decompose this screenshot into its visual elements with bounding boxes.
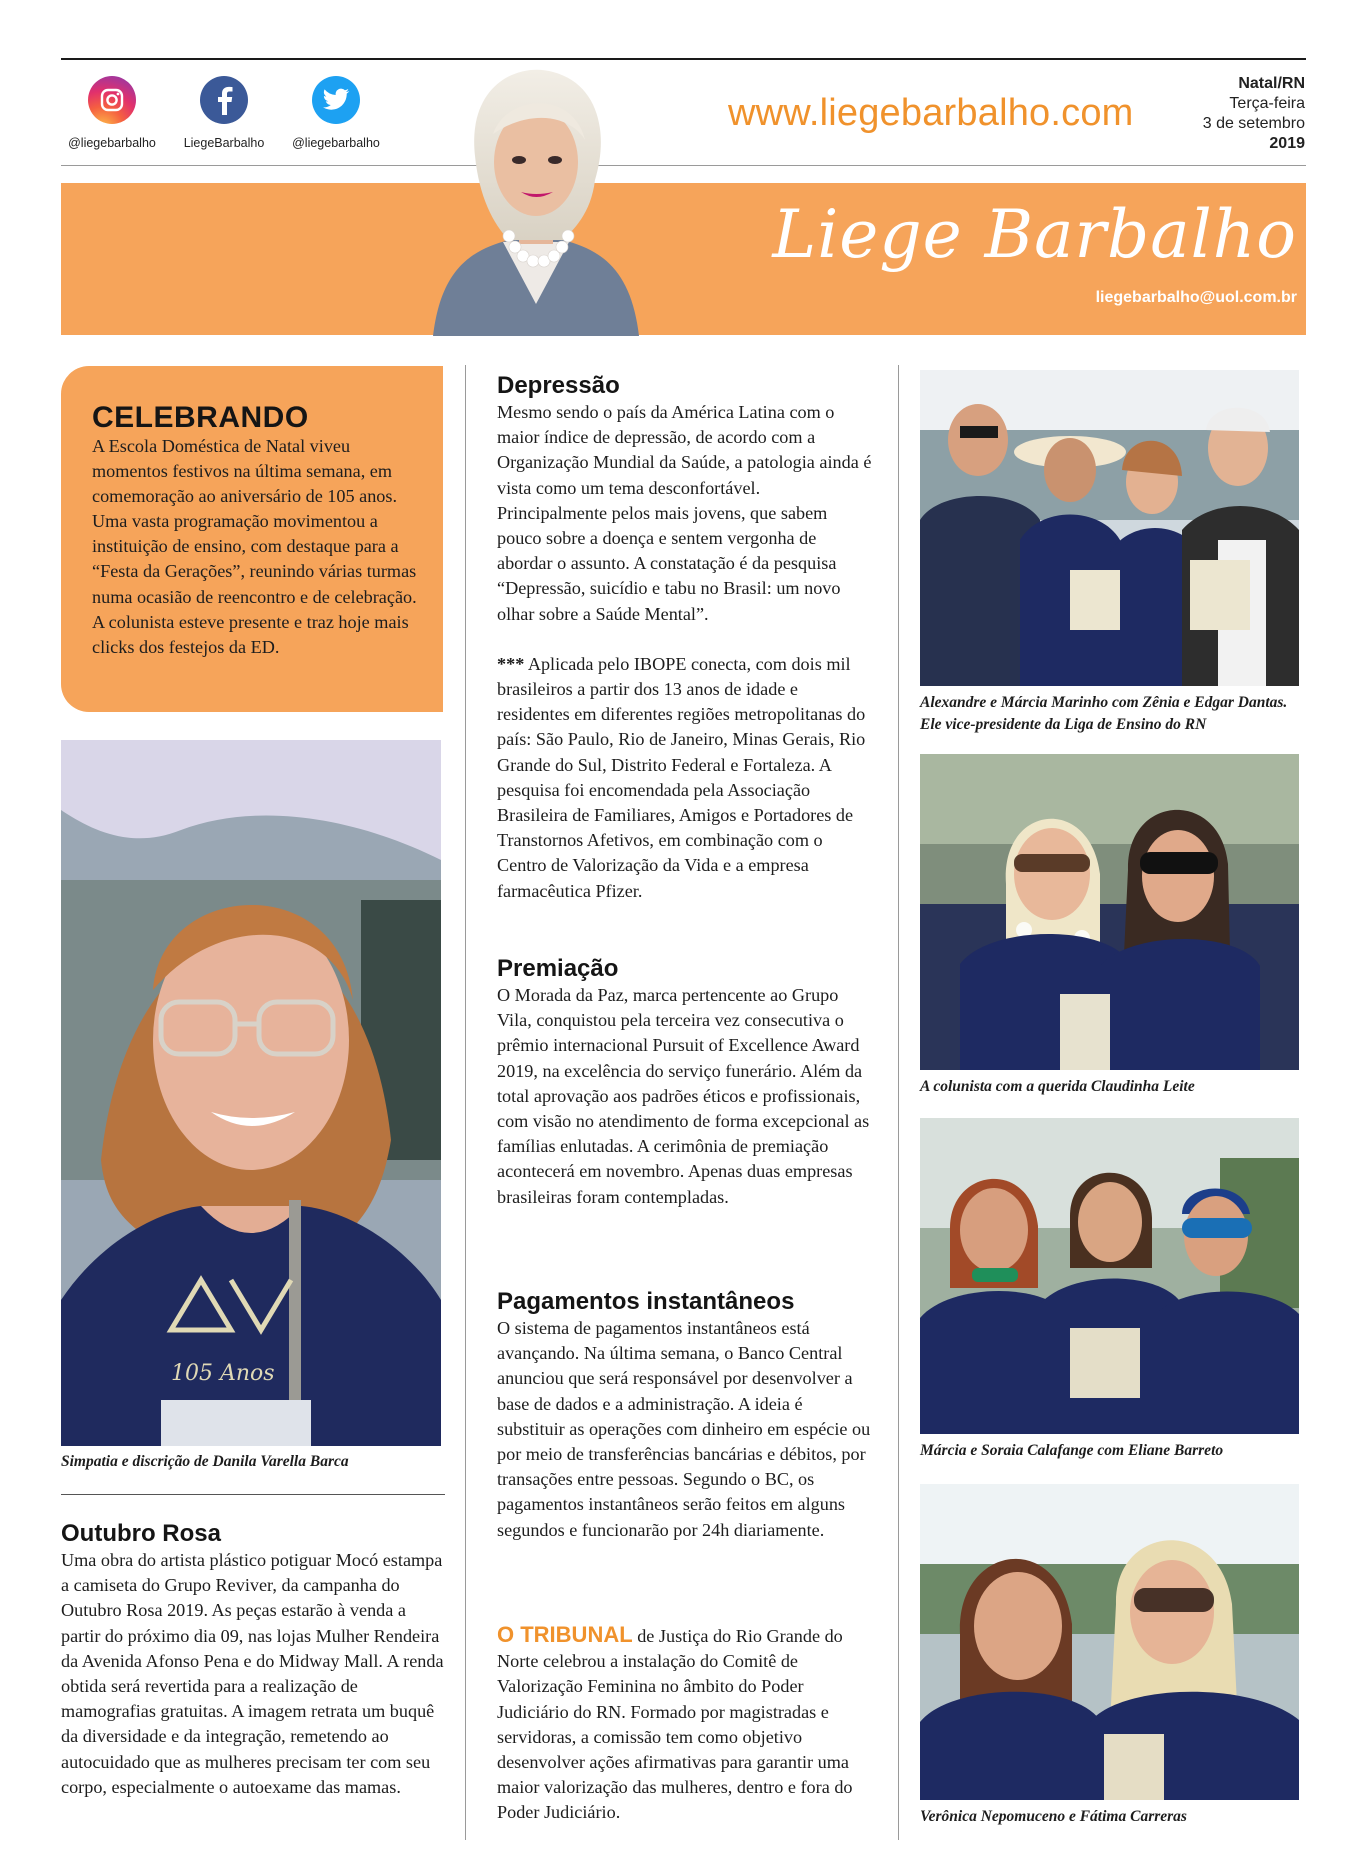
- premiacao-title: Premiação: [497, 955, 619, 982]
- outubro-rosa-text: Uma obra do artista plástico potiguar Mocó estampa a camiseta do Grupo Reviver, da campanha do Outubro Rosa 2019. As peças estarão à venda a partir do próximo dia 09, nas lojas Mulher Rendeira da Avenida Afonso Pena e do Midway Mall. A renda obtida será revertida para a realização de mamografias gratuitas. A imagem retrata um buquê da diversidade e da integração, remetendo ao autocuidado que as mulheres precisam ter com seu corpo, especialmente o autoexame das mamas.: [61, 1550, 444, 1797]
- celebrando-box: [61, 366, 443, 712]
- celebrando-text: A Escola Doméstica de Natal viveu momentos festivos na última semana, em comemoração ao aniversário de 105 anos. Uma vasta programação movimentou a instituição de ensino, com destaque para a “Festa da Gerações”, reunindo várias turmas numa ocasião de reencontro e de celebração. A colunista esteve presente e traz hoje mais clicks dos festejos da ED.: [92, 436, 417, 657]
- photo-right-1: [920, 370, 1299, 686]
- photo-main-caption: Simpatia e discrição de Danila Varella Barca: [61, 1453, 349, 1470]
- column-rule-1: [465, 365, 466, 1840]
- outubro-rosa-section: [61, 1520, 446, 1800]
- instagram-handle: @liegebarbalho: [68, 136, 156, 150]
- date: 3 de setembro: [1202, 115, 1305, 132]
- depressao-text-1: Mesmo sendo o país da América Latina com o maior índice de depressão, de acordo com a Organização Mundial da Saúde, a patologia ainda é vista como um tema desconfortável. Principalmente pelos mais jovens, que sabem pouco sobre a doença e sentem vergonha de abordar o assunto. A constatação é da pesquisa “Depressão, suicídio e tabu no Brasil: um novo olhar sobre a Saúde Mental”.: [497, 402, 872, 624]
- depressao-text-2-body: Aplicada pelo IBOPE conecta, com dois mil brasileiros a partir dos 13 anos de idade e residentes em diferentes regiões metropolitanas do país: São Paulo, Rio de Janeiro, Minas Gerais, Rio Grande do Sul, Distrito Federal e Fortaleza. A pesquisa foi encomendada pela Associação Brasileira de Familiares, Amigos e Portadores de Transtornos Afetivos, em combinação com o Centro de Valorização da Vida e a empresa farmacêutica Pfizer.: [497, 653, 866, 901]
- photo-right-4-caption: Verônica Nepomuceno e Fátima Carreras: [920, 1808, 1187, 1825]
- tribunal-text: [497, 1622, 872, 1826]
- column-rule-2: [898, 365, 899, 1840]
- facebook-icon: [200, 76, 248, 124]
- header-rule: [61, 165, 1306, 166]
- social-instagram[interactable]: [57, 76, 167, 150]
- tribunal-text-body: de Justiça do Rio Grande do Norte celebrou a instalação do Comitê de Valorização Feminina no âmbito do Poder Judiciário do RN. Formado por magistradas e servidoras, a comissão tem como objetivo desenvolver ações afirmativas para garantir uma maior valorização das mulheres, dentro e fora do Poder Judiciário.: [497, 1626, 853, 1823]
- pagamentos-text: O sistema de pagamentos instantâneos está avançando. Na última semana, o Banco Central anunciou que será responsável por desenvolver a base de dados e a administração. A ideia é substituir as operações com dinheiro em espécie ou por meio de transferências bancárias e débitos, por transações entre pessoas. Segundo o BC, os pagamentos instantâneos serão feitos em alguns segundos e funcionarão por 24h diariamente.: [497, 1318, 871, 1540]
- photo-right-3: [920, 1118, 1299, 1434]
- outubro-rosa-title: Outubro Rosa: [61, 1520, 221, 1547]
- twitter-icon: [312, 76, 360, 124]
- date-block: [1203, 74, 1305, 154]
- depressao-title: Depressão: [497, 372, 620, 399]
- social-twitter[interactable]: [281, 76, 391, 150]
- email-address[interactable]: liegebarbalho@uol.com.br: [1095, 289, 1297, 306]
- brand-title: Liege Barbalho: [772, 196, 1297, 273]
- top-rule: [61, 58, 1306, 60]
- photo-right-4: [920, 1484, 1299, 1800]
- shirt-text: 105 Anos: [171, 1361, 275, 1386]
- year: 2019: [1269, 135, 1305, 152]
- instagram-icon: [88, 76, 136, 124]
- social-facebook[interactable]: [169, 76, 279, 150]
- weekday: Terça-feira: [1229, 95, 1305, 112]
- photo-right-1-caption: Alexandre e Márcia Marinho com Zênia e Edgar Dantas. Ele vice-presidente da Liga de Ensino do RN: [920, 694, 1288, 733]
- photo-right-2-caption: A colunista com a querida Claudinha Leite: [920, 1078, 1195, 1095]
- depressao-stars: ***: [497, 653, 525, 674]
- premiacao-section: [497, 955, 872, 1210]
- column-1-rule: [61, 1494, 445, 1495]
- tribunal-keyword: O TRIBUNAL: [497, 1622, 633, 1647]
- celebrando-title: CELEBRANDO: [92, 401, 309, 434]
- premiacao-text: O Morada da Paz, marca pertencente ao Grupo Vila, conquistou pela terceira vez consecutiva o prêmio internacional Pursuit of Excellence Award 2019, na excelência do serviço funerário. Além da total aprovação aos padrões éticos e profissionais, com visão no atendimento de forma excepcional as famílias enlutadas. A cerimônia de premiação acontecerá em novembro. Apenas duas empresas brasileiras foram contempladas.: [497, 985, 870, 1207]
- columnist-portrait: [423, 64, 649, 336]
- pagamentos-title: Pagamentos instantâneos: [497, 1288, 795, 1315]
- facebook-handle: LiegeBarbalho: [183, 136, 265, 150]
- photo-main: [61, 740, 441, 1446]
- tribunal-section: [497, 1622, 872, 1826]
- twitter-handle: @liegebarbalho: [292, 136, 380, 150]
- city: Natal/RN: [1238, 75, 1305, 92]
- photo-right-2: [920, 754, 1299, 1070]
- website-url[interactable]: www.liegebarbalho.com: [728, 92, 1134, 134]
- depressao-text-2: [497, 652, 872, 904]
- pagamentos-section: [497, 1288, 872, 1543]
- depressao-section: [497, 372, 872, 904]
- photo-right-3-caption: Márcia e Soraia Calafange com Eliane Barreto: [920, 1442, 1224, 1459]
